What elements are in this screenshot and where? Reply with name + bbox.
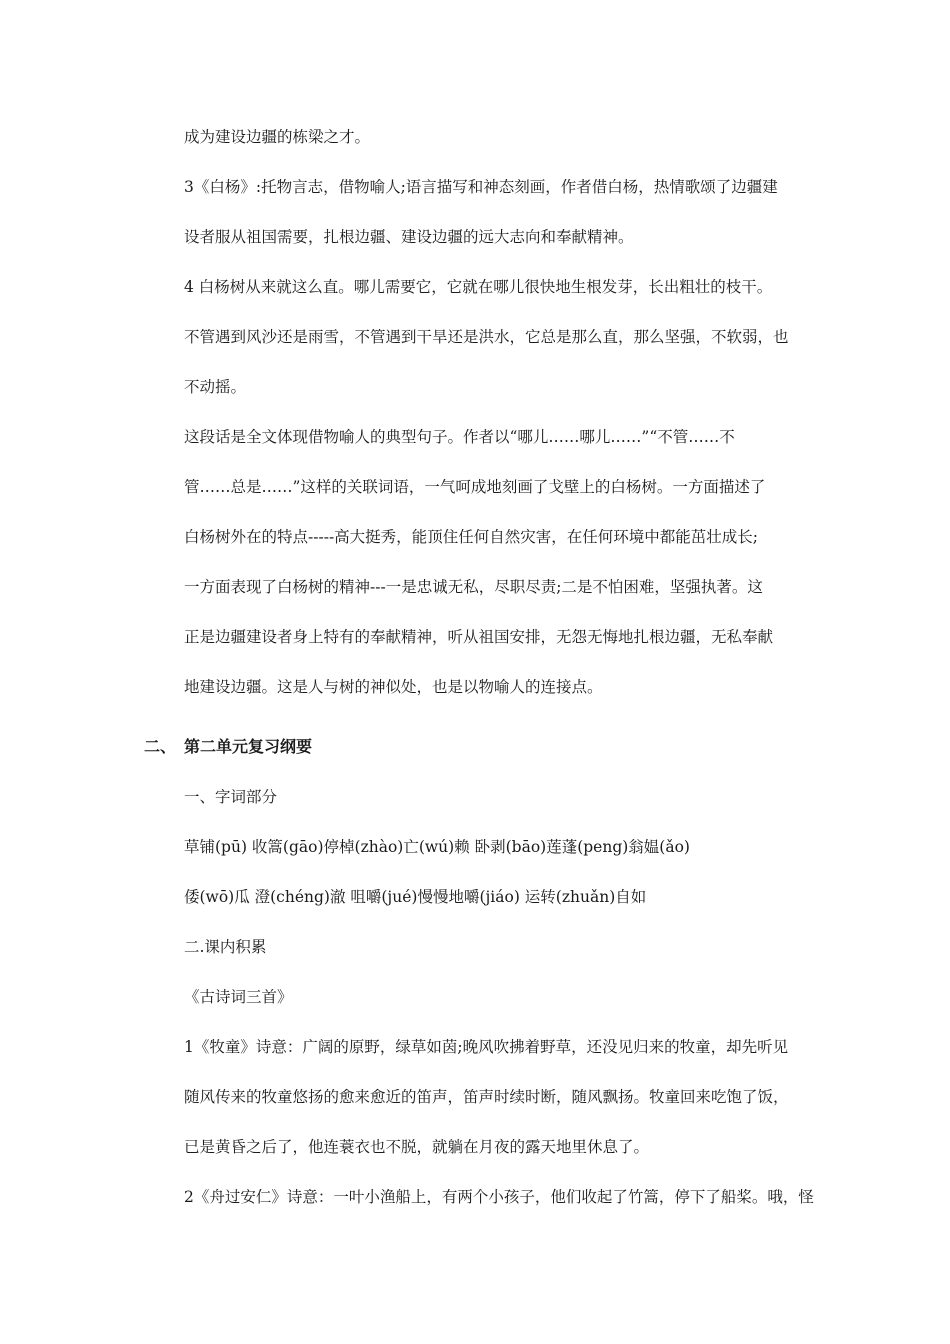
section-number: 二、 — [144, 737, 177, 756]
text-line: 2《舟过安仁》诗意：一叶小渔船上，有两个小孩子，他们收起了竹篙，停下了船桨。哦，怪 — [184, 1188, 814, 1206]
text-line: 1《牧童》诗意：广阔的原野，绿草如茵;晚风吹拂着野草，还没见归来的牧童，却先听见 — [184, 1038, 789, 1056]
poem-group-title: 《古诗词三首》 — [184, 988, 293, 1006]
section-title: 第二单元复习纲要 — [184, 737, 313, 756]
text-line: 白杨树外在的特点-----高大挺秀，能顶住任何自然灾害，在任何环境中都能茁壮成长; — [184, 528, 758, 546]
text-line: 一方面表现了白杨树的精神---一是忠诚无私，尽职尽责;二是不怕困难，坚强执著。这 — [184, 578, 763, 596]
text-line: 管……总是……”这样的关联词语，一气呵成地刻画了戈壁上的白杨树。一方面描述了 — [184, 478, 766, 496]
subsection-heading: 一、字词部分 — [184, 788, 278, 806]
subsection-heading: 二.课内积累 — [184, 938, 267, 956]
text-line: 地建设边疆。这是人与树的神似处，也是以物喻人的连接点。 — [184, 678, 603, 696]
vocab-line: 倭(wō)瓜 澄(chéng)澈 咀嚼(jué)慢慢地嚼(jiáo) 运转(zhuǎn)自如 — [184, 888, 647, 906]
text-line: 随风传来的牧童悠扬的愈来愈近的笛声，笛声时续时断，随风飘扬。牧童回来吃饱了饭， — [184, 1088, 789, 1106]
text-line: 已是黄昏之后了，他连蓑衣也不脱，就躺在月夜的露天地里休息了。 — [184, 1138, 650, 1156]
section-heading — [144, 737, 744, 757]
text-line: 这段话是全文体现借物喻人的典型句子。作者以“哪儿……哪儿……”“不管……不 — [184, 428, 735, 446]
text-line: 3《白杨》:托物言志，借物喻人;语言描写和神态刻画，作者借白杨，热情歌颂了边疆建 — [184, 178, 778, 196]
text-line: 不管遇到风沙还是雨雪，不管遇到干旱还是洪水，它总是那么直，那么坚强，不软弱，也 — [184, 328, 789, 346]
vocab-line: 草铺(pū) 收篙(gāo)停棹(zhào)亡(wú)赖 卧剥(bāo)莲蓬(peng)翁媪(ǎo) — [184, 838, 690, 856]
text-line: 正是边疆建设者身上特有的奉献精神，听从祖国安排，无怨无悔地扎根边疆，无私奉献 — [184, 628, 774, 646]
text-line: 4 白杨树从来就这么直。哪儿需要它，它就在哪儿很快地生根发芽，长出粗壮的枝干。 — [184, 278, 773, 296]
text-line: 成为建设边疆的栋梁之才。 — [184, 128, 371, 146]
text-line: 设者服从祖国需要，扎根边疆、建设边疆的远大志向和奉献精神。 — [184, 228, 634, 246]
text-line: 不动摇。 — [184, 378, 247, 396]
